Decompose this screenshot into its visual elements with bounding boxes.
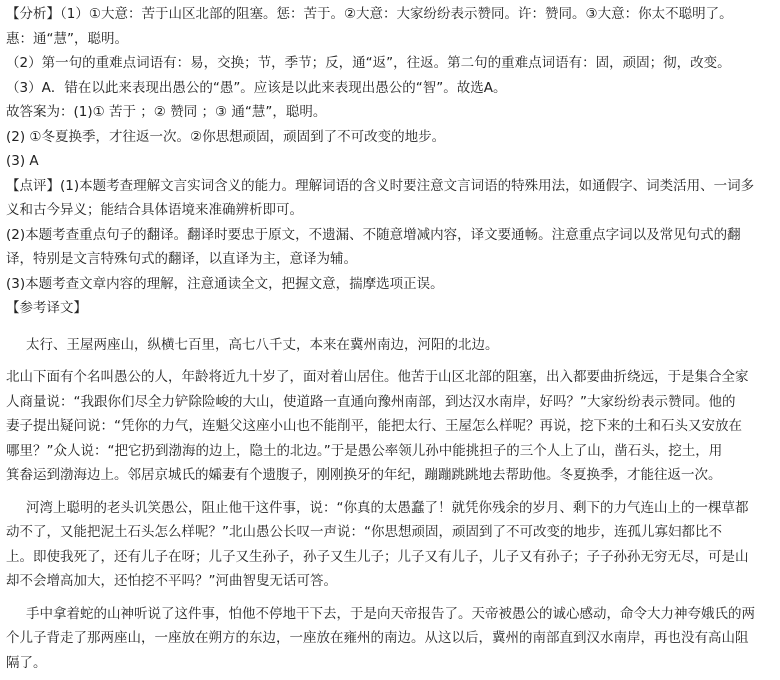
answer-line-3: (3) A bbox=[6, 153, 39, 169]
translation-p2-line-1: 北山下面有个名叫愚公的人，年龄将近九十岁了，面对着山居住。他苦于山区北部的阻塞，出入都要曲折绕远，于是集合全家 bbox=[6, 369, 749, 385]
review-line-4: 译，特别是文言特殊句式的翻译，以直译为主，意译为辅。 bbox=[6, 251, 357, 267]
translation-p3-line-2: 动不了，又能把泥土石头怎么样呢？”北山愚公长叹一声说：“你思想顽固，顽固到了不可改变的地步，连孤儿寡妇都比不 bbox=[6, 524, 722, 540]
analysis-line-4: （3）A．错在以此来表现出愚公的“愚”。应该是以此来表现出愚公的“智”。故选A。 bbox=[6, 79, 507, 96]
analysis-line-2: 惠：通“慧”，聪明。 bbox=[6, 30, 128, 47]
translation-paragraph-1 bbox=[6, 333, 774, 358]
translation-p1-line-1: 太行、王屋两座山，纵横七百里，高七八千丈，本来在冀州南边，河阳的北边。 bbox=[26, 336, 499, 353]
review-line-5: (3)本题考查文章内容的理解，注意通读全文，把握文意，揣摩选项正误。 bbox=[6, 275, 444, 292]
translation-p4-line-1: 手中拿着蛇的山神听说了这件事，怕他不停地干下去，于是向天帝报告了。天帝被愚公的诚心感动，命令大力神夸娥氏的两 bbox=[26, 605, 755, 622]
analysis-line-3: （2）第一句的重难点词语有：易，交换；节，季节；反，通“返”，往返。第二句的重难点词语有：固，顽固；彻，改变。 bbox=[6, 55, 731, 71]
answer-line-1: 故答案为：(1)① 苦于 ；② 赞同 ；③ 通“慧”，聪明。 bbox=[6, 104, 327, 120]
answer-line-2: (2) ①冬夏换季，才往返一次。②你思想顽固，顽固到了不可改变的地步。 bbox=[6, 128, 446, 145]
translation-section bbox=[6, 321, 774, 676]
translation-paragraph-3 bbox=[6, 496, 774, 594]
analysis-section bbox=[6, 2, 774, 174]
review-line-3: (2)本题考查重点句子的翻译。翻译时要忠于原文，不遗漏、不随意增减内容，译文要通畅。注意重点字词以及常见句式的翻 bbox=[6, 226, 741, 243]
translation-p2-line-3: 妻子提出疑问说：“凭你的力气，连魁父这座小山也不能削平，能把太行、王屋怎么样呢？再说，挖下来的土和石头又安放在 bbox=[6, 418, 742, 434]
translation-header: 【参考译文】 bbox=[6, 300, 87, 316]
analysis-line-1: 【分析】（1）①大意：苦于山区北部的阻塞。惩：苦于。②大意：大家纷纷表示赞同。许：赞同。③大意：你太不聪明了。 bbox=[6, 6, 733, 22]
translation-paragraph-2 bbox=[6, 365, 774, 488]
review-section bbox=[6, 174, 774, 297]
review-line-1: 【点评】(1)本题考查理解文言实词含义的能力。理解词语的含义时要注意文言词语的特殊用法，如通假字、词类活用、一词多 bbox=[6, 177, 755, 194]
translation-p3-line-4: 却不会增高加大，还怕挖不平吗？”河曲智叟无话可答。 bbox=[6, 573, 337, 589]
translation-p3-line-3: 上。即使我死了，还有儿子在呀；儿子又生孙子，孙子又生儿子；儿子又有儿子，儿子又有孙子；子子孙孙无穷无尽，可是山 bbox=[6, 548, 749, 565]
translation-p2-line-4: 哪里？”众人说：“把它扔到渤海的边上，隐土的北边。”于是愚公率领儿孙中能挑担子的三个人上了山，凿石头，挖土，用 bbox=[6, 442, 723, 459]
review-line-2: 义和古今异义；能结合具体语境来准确辨析即可。 bbox=[6, 202, 303, 218]
translation-p3-line-1: 河湾上聪明的老头讥笑愚公，阻止他干这件事，说：“你真的太愚蠢了！就凭你残余的岁月、剩下的力气连山上的一棵草都 bbox=[26, 499, 749, 516]
translation-p4-line-3: 隔了。 bbox=[6, 654, 47, 671]
translation-paragraph-4 bbox=[6, 602, 774, 676]
translation-p4-line-2: 个儿子背走了那两座山，一座放在朔方的东边，一座放在雍州的南边。从这以后，冀州的南部直到汉水南岸，再也没有高山阻 bbox=[6, 630, 749, 646]
translation-p2-line-5: 箕畚运到渤海边上。邻居京城氏的孀妻有个遗腹子，刚刚换牙的年纪，蹦蹦跳跳地去帮助他。冬夏换季，才能往返一次。 bbox=[6, 467, 722, 483]
translation-p2-line-2: 人商量说：“我跟你们尽全力铲除险峻的大山，使道路一直通向豫州南部，到达汉水南岸，好吗？”大家纷纷表示赞同。他的 bbox=[6, 393, 736, 410]
